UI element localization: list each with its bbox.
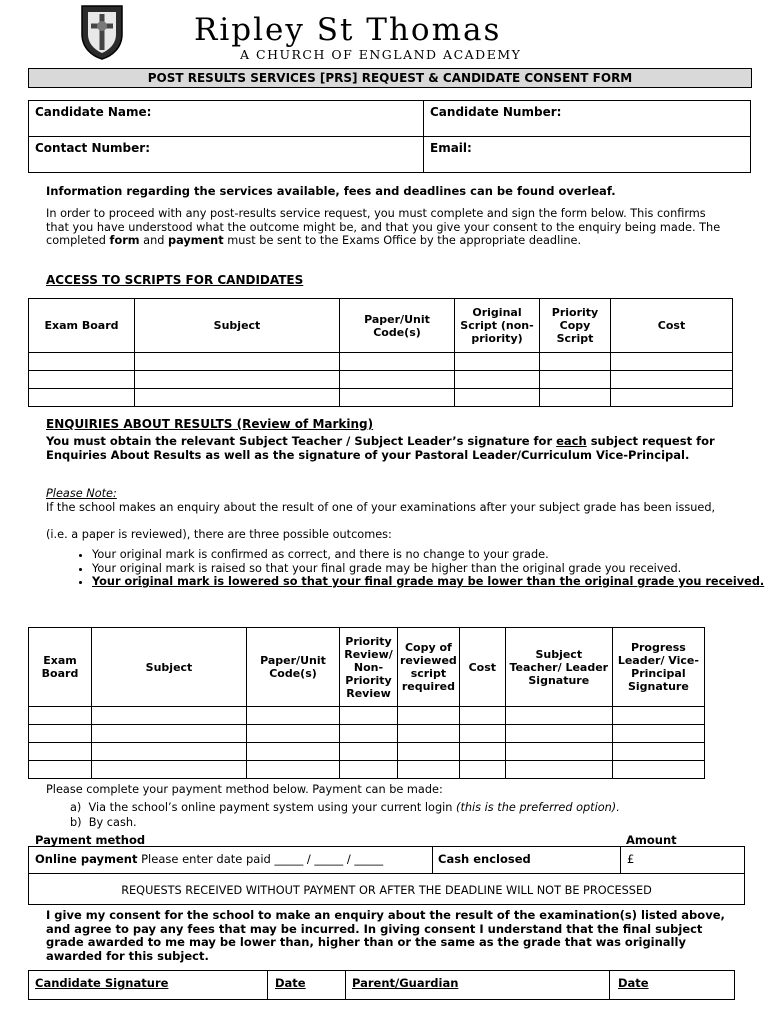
col-subject: Subject	[92, 628, 247, 707]
please-note: Please Note:	[46, 487, 117, 500]
school-crest-icon	[78, 4, 126, 60]
payment-box	[28, 846, 745, 905]
col-teacher-signature: Subject Teacher/ Leader Signature	[505, 628, 612, 707]
consent-text: I give my consent for the school to make an enquiry about the result of the examination(s) listed above, and agree to pay any fees that may be incurred. In giving consent I understand that the final subject grade awarded to me may be lower than, higher than or the same as the grade that was originally awarded for this subject.	[46, 908, 725, 963]
table-row[interactable]	[29, 371, 733, 389]
enquiries-requirement: You must obtain the relevant Subject Teacher / Subject Leader’s signature for each subject request for Enquiries About Results as well as the signature of your Pastoral Leader/Curriculum Vice-Principal.	[46, 434, 715, 462]
outcomes-list	[46, 548, 770, 589]
col-priority-copy: Priority Copy Script	[540, 299, 611, 353]
col-priority-review: Priority Review/ Non-Priority Review	[340, 628, 398, 707]
col-original-script: Original Script (non-priority)	[455, 299, 540, 353]
info-line: Information regarding the services available, fees and deadlines can be found overleaf.	[46, 184, 616, 198]
payment-option-b: b) By cash.	[70, 816, 137, 829]
form-title: POST RESULTS SERVICES [PRS] REQUEST & CANDIDATE CONSENT FORM	[28, 68, 752, 88]
col-exam-board: Exam Board	[29, 628, 92, 707]
note-line-1: If the school makes an enquiry about the result of one of your examinations after your subject grade has been issued,	[46, 501, 716, 514]
col-cost: Cost	[611, 299, 733, 353]
date-field-1[interactable]: Date	[275, 976, 306, 990]
col-subject: Subject	[135, 299, 340, 353]
scripts-table	[28, 298, 733, 407]
table-row[interactable]	[29, 761, 705, 779]
contact-number-field[interactable]: Contact Number:	[29, 137, 424, 173]
table-row[interactable]	[29, 743, 705, 761]
scripts-heading: ACCESS TO SCRIPTS FOR CANDIDATES	[46, 273, 304, 287]
list-item: • Your original mark is confirmed as correct, and there is no change to your grade.	[92, 548, 770, 562]
signature-box	[28, 970, 735, 1000]
candidate-number-field[interactable]: Candidate Number:	[424, 101, 751, 137]
table-row[interactable]	[29, 707, 705, 725]
school-name: Ripley St Thomas	[194, 12, 502, 48]
payment-intro: Please complete your payment method below. Payment can be made:	[46, 783, 443, 796]
list-item: • Your original mark is raised so that your final grade may be higher than the original grade you received.	[92, 562, 770, 576]
table-row[interactable]	[29, 389, 733, 407]
intro-paragraph: In order to proceed with any post-results service request, you must complete and sign the form below. This confirms that you have understood what the outcome might be, and that you give your consent to the enquiry being made. The completed form and payment must be sent to the Exams Office by the appropriate deadline.	[46, 207, 721, 247]
col-paper-code: Paper/Unit Code(s)	[247, 628, 340, 707]
table-row[interactable]	[29, 725, 705, 743]
candidate-signature-field[interactable]: Candidate Signature	[35, 976, 169, 990]
col-copy-reviewed: Copy of reviewed script required	[398, 628, 460, 707]
school-subtitle: A CHURCH OF ENGLAND ACADEMY	[240, 47, 522, 62]
col-paper-code: Paper/Unit Code(s)	[340, 299, 455, 353]
candidate-details-table	[28, 100, 751, 173]
col-leader-signature: Progress Leader/ Vice-Principal Signature	[612, 628, 704, 707]
date-field-2[interactable]: Date	[618, 976, 649, 990]
candidate-name-field[interactable]: Candidate Name:	[29, 101, 424, 137]
amount-label: Amount	[626, 833, 677, 847]
parent-guardian-field[interactable]: Parent/Guardian	[352, 976, 459, 990]
payment-option-a: a) Via the school’s online payment system using your current login (this is the preferred option).	[70, 801, 620, 814]
online-payment-field[interactable]: Online payment Please enter date paid _____ / _____ / _____	[35, 852, 384, 866]
col-cost: Cost	[459, 628, 505, 707]
payment-warning: REQUESTS RECEIVED WITHOUT PAYMENT OR AFTER THE DEADLINE WILL NOT BE PROCESSED	[121, 884, 652, 897]
amount-field[interactable]: £	[627, 852, 635, 866]
enquiries-heading: ENQUIRIES ABOUT RESULTS (Review of Marking)	[46, 417, 374, 431]
enquiries-table	[28, 627, 705, 779]
payment-method-label: Payment method	[35, 833, 146, 847]
list-item: • Your original mark is lowered so that your final grade may be lower than the original grade you received.	[92, 575, 770, 589]
note-line-2: (i.e. a paper is reviewed), there are three possible outcomes:	[46, 528, 392, 541]
col-exam-board: Exam Board	[29, 299, 135, 353]
table-row[interactable]	[29, 353, 733, 371]
cash-enclosed-checkbox[interactable]: Cash enclosed	[438, 852, 531, 866]
email-field[interactable]: Email:	[424, 137, 751, 173]
